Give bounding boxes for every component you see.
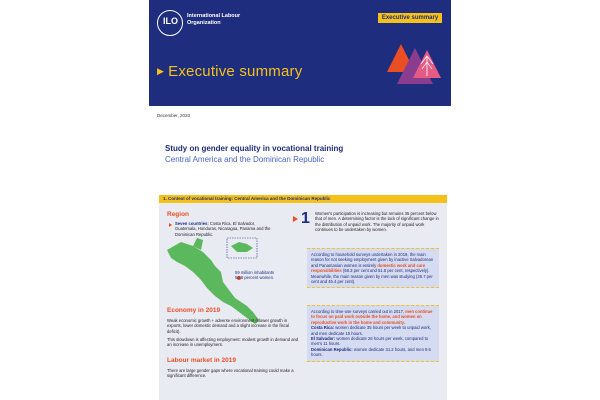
study-title: Study on gender equality in vocational training [165,144,344,153]
dominican-republic-text: women dedicate 31.2 hours, and men 9.6 hours. [311,346,431,358]
section-title-bar: 1. Context of vocational training: Central America and the Dominican Republic [159,195,447,203]
costa-rica-label: Costa Rica: [311,325,335,331]
big-number: 1 [301,210,310,227]
header-banner [149,0,451,106]
page-title-text: Executive summary [168,63,303,80]
box1-highlight: domestic work and care responsibilities [311,262,426,274]
box1-text-a: According to household surveys undertaken in 2019, the main reason for not seeking employment given by inactive Salvadorean and Panamanian women is entirely [311,252,434,268]
economy-text-1: Weak economic growth + adverse environment (slower growth in exports, lower domestic demand and a slight increase in the fiscal deficit). [167,318,289,334]
population-stat: 59 million inhabitants 50.8 percent women. [235,270,275,281]
map-dominican-republic [231,242,253,252]
document-page [149,0,451,400]
region-text-body: Costa Rica, El Salvador, Guatemala, Honduras, Nicaragua, Panama and the Dominican Republic. [175,221,271,237]
big-number-arrow-icon [293,216,298,222]
box2-text-a: According to time-use surveys carried out in 2017, [311,309,405,314]
region-text-bold: Seven countries: [175,221,209,226]
ilo-logo [157,10,183,36]
study-subtitle: Central America and the Dominican Republic [165,155,325,164]
labour-heading: Labour market in 2019 [167,357,236,364]
labour-text: There are large gender gaps where vocational training could make a significant difference. [167,368,294,379]
title-arrow-icon: ▶ [157,66,165,76]
logo-text: ILO [163,16,178,26]
box2-highlight: men continue to focus on paid work outside the home, and women on reproductive work in the home and community. [311,309,433,325]
economy-text-2: This slowdown is affecting employment: modest growth in demand and an increase in unemployment. [167,337,299,348]
el-salvador-label: El Salvador: [311,336,336,342]
costa-rica-text: women dedicate 35 hours per week to unpaid work, and men dedicate 15 hours. [311,325,431,336]
time-use-box [307,305,439,362]
org-name: International Labour Organization [187,13,241,26]
el-salvador-text: women dedicate 26 hours per week, compared to men's 11 hours. [311,336,429,347]
dominican-republic-label: Dominican Republic: [311,346,353,352]
region-heading: Region [167,211,190,218]
decorative-triangles [387,42,445,84]
economy-heading: Economy in 2019 [167,307,221,314]
executive-summary-badge: Executive summary [378,13,442,23]
central-america-map [163,232,283,332]
household-survey-box [307,248,439,288]
page-title [157,63,302,80]
bullet-arrow-icon [169,223,172,227]
report-date: December, 2020 [157,113,191,118]
participation-text: Women's participation is increasing but remains 35 percent below that of men. A determining factor is the lack of significant change in the distribution of unpaid work. The majority of unpaid work continues to be undertaken by women. [315,211,439,233]
box1-text-b: (68.3 per cent and 51.8 per cent, respectively). Meanwhile, the main reason given by men was studying (36.7 per cent and 45.4 per cent). [311,268,433,285]
